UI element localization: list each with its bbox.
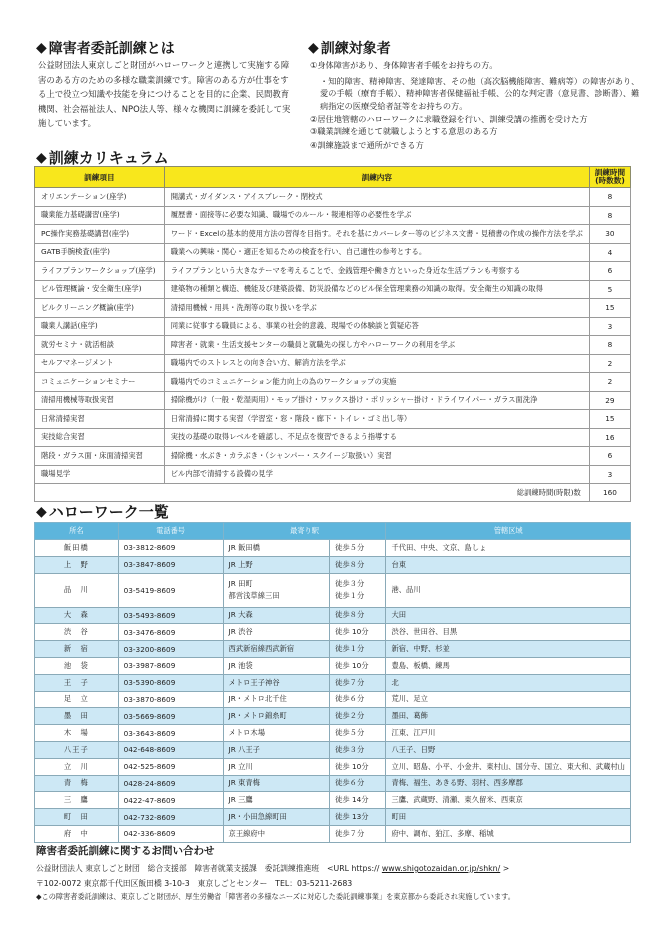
office-area: 墨田、葛飾 [386, 708, 631, 725]
station-line-1: JR 田町 [228, 579, 253, 589]
target-item-2: ②居住地管轄のハローワークに求職登録を行い、訓練受講の推薦を受けた方 [310, 114, 588, 124]
hellowork-table [34, 522, 631, 843]
table-row [35, 206, 631, 225]
office-phone: 03-3476-8609 [118, 624, 223, 641]
curriculum-content: 掃除機がけ（一般・乾湿両用）・モップ掛け・ワックス掛け・ポリッシャー掛け・ドライワイパー・ガラス面洗浄 [164, 391, 589, 410]
curriculum-heading-text: 訓練カリキュラム [48, 149, 169, 167]
curriculum-hours: 6 [589, 262, 630, 281]
table-row [35, 624, 631, 641]
office-station: メトロ王子神谷 [223, 674, 330, 691]
office-name: 王 子 [35, 674, 119, 691]
office-area: 町田 [386, 809, 631, 826]
office-area: 青梅、福生、あきる野、羽村、西多摩郡 [386, 775, 631, 792]
table-row [35, 410, 631, 429]
curriculum-item: 清掃用機械等取扱実習 [35, 391, 165, 410]
office-phone: 03-3643-8609 [118, 725, 223, 742]
curriculum-content: 掃除機・水ぶき・カラぶき・（シャンパー・スクイージ取扱い）実習 [164, 447, 589, 466]
curriculum-hours: 2 [589, 354, 630, 373]
curriculum-hours: 6 [589, 447, 630, 466]
curriculum-hours: 3 [589, 317, 630, 336]
table-row [35, 825, 631, 842]
intro-body: 公益財団法人東京しごと財団がハローワークと連携して実施する障害のある方のための多様な職業訓練です。障害のある方が仕事をする上で役立つ知識や技能を身につけることを目的に企業、民間教育機関、社会福祉法人、NPO法人等、様々な機関に訓練を委託して実施しています。 [38, 60, 291, 129]
table-row [35, 447, 631, 466]
office-phone: 0428-24-8609 [118, 775, 223, 792]
curriculum-hours: 8 [589, 336, 630, 355]
table-row [35, 607, 631, 624]
office-station: JR 東青梅 [223, 775, 330, 792]
contact-url-link[interactable]: www.shigotozaidan.or.jp/shkn/ [381, 864, 501, 873]
office-phone: 03-5390-8609 [118, 674, 223, 691]
curriculum-content: 職場内でのコミュニケーション能力向上の為のワークショップの実施 [164, 373, 589, 392]
office-area: 江東、江戸川 [386, 725, 631, 742]
hellowork-header-row [35, 523, 631, 540]
curriculum-table [34, 166, 631, 502]
curriculum-hours: 4 [589, 243, 630, 262]
office-phone: 03-5493-8609 [118, 607, 223, 624]
office-area: 八王子、日野 [386, 741, 631, 758]
curriculum-item: オリエンテーション(座学) [35, 188, 165, 207]
curriculum-hours: 29 [589, 391, 630, 410]
office-area: 港、品川 [386, 573, 631, 607]
table-row [35, 373, 631, 392]
total-hours: 160 [589, 484, 630, 502]
curriculum-item: ビル管理概論・安全衛生(座学) [35, 280, 165, 299]
office-walk: 徒歩１分 [330, 641, 386, 658]
contact-note: ◆この障害者委託訓練は、東京しごと財団が、厚生労働省「障害者の多様なニーズに対応した委託訓練事業」を東京都から委託され実施しています。 [36, 892, 515, 901]
office-station: JR 飯田橋 [223, 540, 330, 557]
curriculum-content: 建築物の種類と構造、機能及び建築設備、防災設備などのビル保全管理業務の知識の取得。安全衛生の知識の取得 [164, 280, 589, 299]
office-walk: 徒歩８分 [330, 607, 386, 624]
office-phone: 03-3200-8609 [118, 641, 223, 658]
table-row [35, 657, 631, 674]
diamond-icon: ◆ [308, 40, 319, 56]
table-row [35, 741, 631, 758]
office-area: 千代田、中央、文京、島しょ [386, 540, 631, 557]
office-phone: 03-3812-8609 [118, 540, 223, 557]
office-walk: 徒歩５分 [330, 725, 386, 742]
curriculum-item: GATB手腕検査(座学) [35, 243, 165, 262]
curriculum-hours: 16 [589, 428, 630, 447]
curriculum-hours: 15 [589, 410, 630, 429]
curriculum-content: 同業に従事する職員による、事業の社会的意義、現場での体験談と質疑応答 [164, 317, 589, 336]
office-phone: 042-525-8609 [118, 758, 223, 775]
office-name: 上 野 [35, 556, 119, 573]
office-name: 池 袋 [35, 657, 119, 674]
contact-url-close: > [502, 864, 510, 873]
walk-line-2: 徒歩１分 [335, 591, 365, 601]
office-station: 西武新宿線西武新宿 [223, 641, 330, 658]
table-row [35, 691, 631, 708]
col-hours-header [589, 167, 630, 188]
curriculum-hours: 8 [589, 206, 630, 225]
curriculum-item: 日常清掃実習 [35, 410, 165, 429]
curriculum-content: 職場内でのストレスとの向き合い方、解消方法を学ぶ [164, 354, 589, 373]
office-phone: 042-336-8609 [118, 825, 223, 842]
office-walk: 徒歩６分 [330, 775, 386, 792]
office-name: 足 立 [35, 691, 119, 708]
table-row [35, 725, 631, 742]
office-station: JR・小田急線町田 [223, 809, 330, 826]
office-walk: 徒歩 10分 [330, 758, 386, 775]
office-station: JR 池袋 [223, 657, 330, 674]
curriculum-content: 履歴書・面接等に必要な知識、職場でのルール・報連相等の必要性を学ぶ [164, 206, 589, 225]
office-phone: 0422-47-8609 [118, 792, 223, 809]
contact-org: 公益財団法人 東京しごと財団 総合支援部 障害者就業支援課 委託訓練推進班 <URL https:// [36, 864, 380, 873]
target-item-4: ④訓練施設まで通所ができる方 [310, 140, 424, 150]
col-phone-header: 電話番号 [118, 523, 223, 540]
table-row [35, 641, 631, 658]
curriculum-item: 就労セミナ・就活相談 [35, 336, 165, 355]
curriculum-hours: 30 [589, 225, 630, 244]
curriculum-item: 職場見学 [35, 465, 165, 484]
curriculum-hours: 8 [589, 188, 630, 207]
intro-heading [36, 38, 175, 58]
table-row [35, 758, 631, 775]
curriculum-item: セルフマネージメント [35, 354, 165, 373]
contact-heading: 障害者委託訓練に関するお問い合わせ [36, 845, 215, 857]
curriculum-heading [36, 147, 169, 168]
curriculum-item: ライフプランワークショップ(座学) [35, 262, 165, 281]
col-area-header: 管轄区域 [386, 523, 631, 540]
diamond-icon: ◆ [36, 503, 47, 520]
office-phone: 042-732-8609 [118, 809, 223, 826]
office-name: 大 森 [35, 607, 119, 624]
curriculum-content: ビル内部で清掃する設備の見学 [164, 465, 589, 484]
office-name: 渋 谷 [35, 624, 119, 641]
office-station: メトロ木場 [223, 725, 330, 742]
col-content-header: 訓練内容 [164, 167, 589, 188]
table-row [35, 280, 631, 299]
contact-line-1 [36, 863, 509, 874]
curriculum-hours: 3 [589, 465, 630, 484]
table-row [35, 354, 631, 373]
curriculum-content: ワード・Excelの基本的使用方法の習得を目指す。それを基にカバーレター等のビジネス文書・見積書の作成の操作方法を学ぶ [164, 225, 589, 244]
table-row [35, 336, 631, 355]
office-station: JR 立川 [223, 758, 330, 775]
table-row [35, 188, 631, 207]
curriculum-content: 障害者・就業・生活支援センターの職員と就職先の探し方やハローワークの利用を学ぶ [164, 336, 589, 355]
station-line-2: 都営浅草線三田 [228, 591, 280, 601]
office-phone: 03-3987-8609 [118, 657, 223, 674]
curriculum-content: 日常清掃に関する実習（学習室・窓・階段・廊下・トイレ・ゴミ出し等） [164, 410, 589, 429]
office-station: JR・メトロ錦糸町 [223, 708, 330, 725]
office-station: JR・メトロ北千住 [223, 691, 330, 708]
office-station: 京王線府中 [223, 825, 330, 842]
target-item-1: ①身体障害があり、身体障害者手帳をお持ちの方。 [310, 60, 498, 70]
office-walk: 徒歩８分 [330, 556, 386, 573]
table-row [35, 708, 631, 725]
office-walk: 徒歩３分 [330, 741, 386, 758]
office-station: JR 渋谷 [223, 624, 330, 641]
office-area: 立川、昭島、小平、小金井、東村山、国分寺、国立、東大和、武蔵村山 [386, 758, 631, 775]
curriculum-item: 職業人講話(座学) [35, 317, 165, 336]
office-phone: 03-3847-8609 [118, 556, 223, 573]
col-name-header: 所名 [35, 523, 119, 540]
hellowork-heading [36, 501, 169, 522]
curriculum-header-row [35, 167, 631, 188]
office-walk: 徒歩 10分 [330, 657, 386, 674]
office-area: 大田 [386, 607, 631, 624]
office-walk: 徒歩７分 [330, 674, 386, 691]
diamond-icon: ◆ [36, 40, 47, 56]
curriculum-content: 清掃用機械・用具・洗剤等の取り扱いを学ぶ [164, 299, 589, 318]
contact-address: 〒102-0072 東京都千代田区飯田橋 3-10-3 東京しごとセンター TEL：03-5211-2683 [36, 879, 353, 888]
office-walk: 徒歩２分 [330, 708, 386, 725]
curriculum-content: 開講式・ガイダンス・アイスブレーク・閉校式 [164, 188, 589, 207]
col-item-header: 訓練項目 [35, 167, 165, 188]
curriculum-content: 職業への興味・関心・適正を知るための検査を行い、自己適性の参考とする。 [164, 243, 589, 262]
office-area: 豊島、板橋、練馬 [386, 657, 631, 674]
curriculum-content: 実技の基礎の取得レベルを確認し、不足点を復習できるよう指導する [164, 428, 589, 447]
curriculum-item: 実技総合実習 [35, 428, 165, 447]
office-station: JR 三鷹 [223, 792, 330, 809]
curriculum-item: PC操作実務基礎講習(座学) [35, 225, 165, 244]
office-walk: 徒歩 10分 [330, 624, 386, 641]
curriculum-item: 階段・ガラス面・床面清掃実習 [35, 447, 165, 466]
office-station: JR 八王子 [223, 741, 330, 758]
intro-heading-text: 障害者委託訓練とは [48, 41, 175, 57]
curriculum-item: コミュニケーションセミナー [35, 373, 165, 392]
office-walk: 徒歩５分 [330, 540, 386, 557]
table-row [35, 299, 631, 318]
office-station [223, 573, 330, 607]
target-item-1-detail: ・知的障害、精神障害、発達障害、その他（高次脳機能障害、難病等）の障害があり、愛の手帳（療育手帳）、精神障害者保健福祉手帳、公的な判定書（意見書、診断書）、難病指定の医療受給者証等をお持ちの方。 [320, 76, 640, 111]
office-walk: 徒歩 13分 [330, 809, 386, 826]
office-name: 木 場 [35, 725, 119, 742]
office-name: 飯田橋 [35, 540, 119, 557]
total-label: 総訓練時間(時限)数 [35, 484, 590, 502]
hellowork-heading-text: ハローワーク一覧 [48, 503, 169, 521]
table-row [35, 809, 631, 826]
office-phone: 03-3870-8609 [118, 691, 223, 708]
office-area: 新宿、中野、杉並 [386, 641, 631, 658]
curriculum-hours: 2 [589, 373, 630, 392]
table-row [35, 573, 631, 607]
office-walk: 徒歩 14分 [330, 792, 386, 809]
office-name: 品 川 [35, 573, 119, 607]
office-walk: 徒歩７分 [330, 825, 386, 842]
table-row [35, 243, 631, 262]
office-name: 町 田 [35, 809, 119, 826]
curriculum-hours: 15 [589, 299, 630, 318]
table-row [35, 465, 631, 484]
col-hours-header-line1: 訓練時間 [594, 167, 626, 177]
table-row [35, 674, 631, 691]
office-walk: 徒歩６分 [330, 691, 386, 708]
table-row [35, 540, 631, 557]
office-phone: 03-5419-8609 [118, 573, 223, 607]
office-area: 荒川、足立 [386, 691, 631, 708]
col-station-header: 最寄り駅 [223, 523, 386, 540]
col-hours-header-line2: (時数数) [595, 176, 625, 185]
curriculum-hours: 5 [589, 280, 630, 299]
office-name: 立 川 [35, 758, 119, 775]
office-phone: 042-648-8609 [118, 741, 223, 758]
total-row [35, 484, 631, 502]
office-name: 新 宿 [35, 641, 119, 658]
office-name: 府 中 [35, 825, 119, 842]
table-row [35, 775, 631, 792]
office-area: 府中、調布、狛江、多摩、稲城 [386, 825, 631, 842]
office-area: 台東 [386, 556, 631, 573]
office-name: 八王子 [35, 741, 119, 758]
office-name: 青 梅 [35, 775, 119, 792]
office-name: 墨 田 [35, 708, 119, 725]
table-row [35, 792, 631, 809]
office-station: JR 上野 [223, 556, 330, 573]
office-station: JR 大森 [223, 607, 330, 624]
table-row [35, 556, 631, 573]
target-heading [308, 38, 391, 58]
table-row [35, 317, 631, 336]
office-name: 三 鷹 [35, 792, 119, 809]
office-phone: 03-5669-8609 [118, 708, 223, 725]
table-row [35, 225, 631, 244]
office-walk [330, 573, 386, 607]
curriculum-content: ライフプランという大きなテーマを考えることで、金銭管理や働き方といった身近な生活プランも考察する [164, 262, 589, 281]
table-row [35, 262, 631, 281]
office-area: 北 [386, 674, 631, 691]
diamond-icon: ◆ [36, 149, 47, 166]
office-area: 渋谷、世田谷、目黒 [386, 624, 631, 641]
curriculum-item: ビルクリーニング概論(座学) [35, 299, 165, 318]
office-area: 三鷹、武蔵野、清瀬、東久留米、西東京 [386, 792, 631, 809]
table-row [35, 391, 631, 410]
target-item-3: ③職業訓練を通じて就職しようとする意思のある方 [310, 126, 498, 136]
walk-line-1: 徒歩３分 [335, 579, 365, 589]
table-row [35, 428, 631, 447]
curriculum-item: 職業能力基礎講習(座学) [35, 206, 165, 225]
target-heading-text: 訓練対象者 [320, 41, 391, 57]
